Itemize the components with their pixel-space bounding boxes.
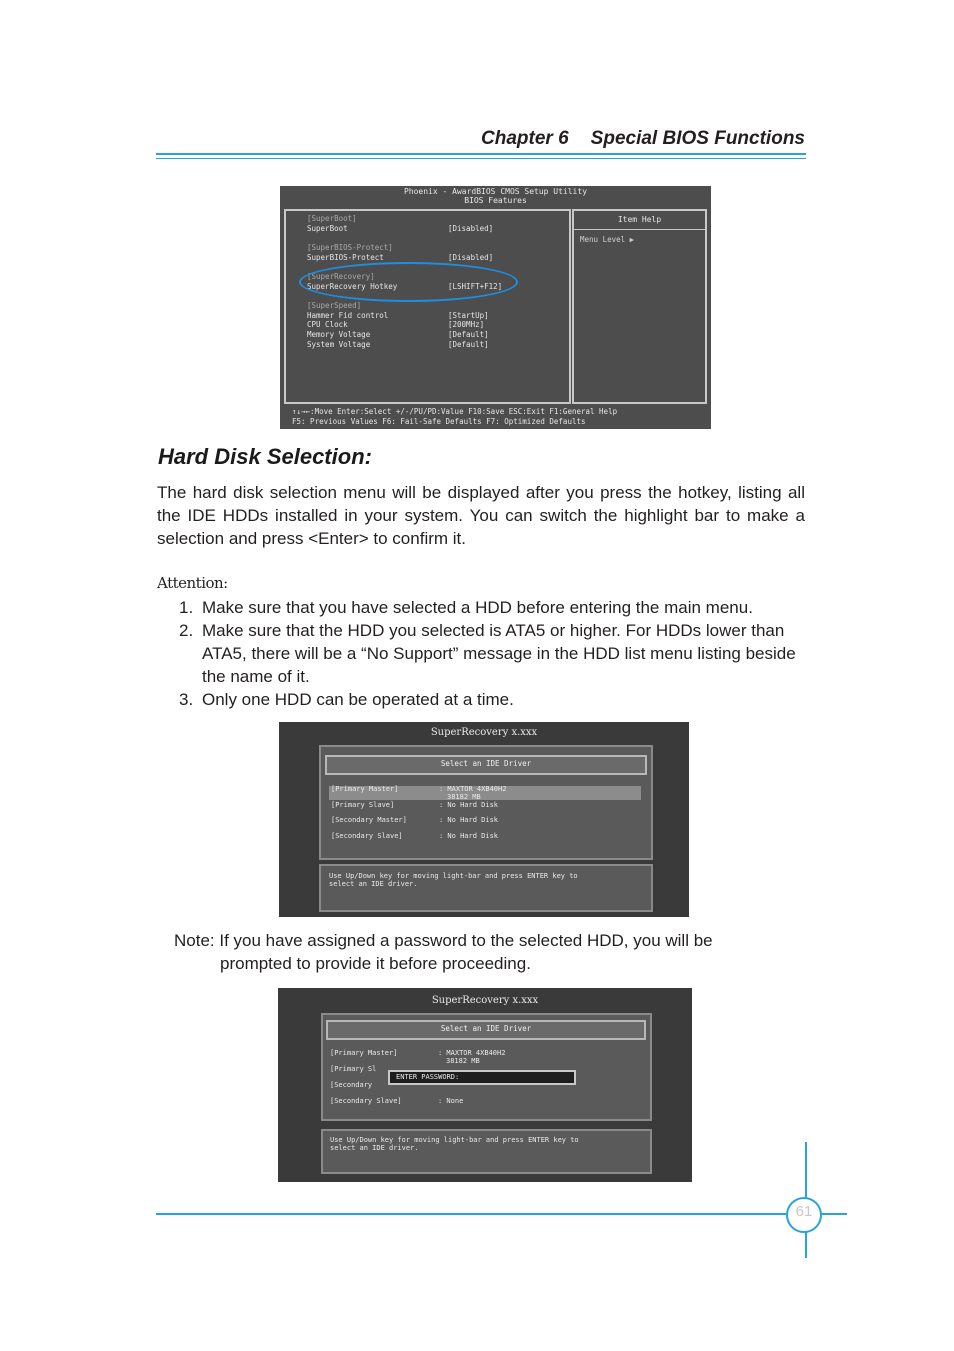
bios-row-label[interactable]: CPU Clock — [307, 320, 348, 329]
note-line: Note: If you have assigned a password to the selected HDD, you will be — [174, 931, 713, 950]
bios-row-label[interactable]: SuperBIOS-Protect — [307, 253, 384, 262]
bios-row-label[interactable]: SuperBoot — [307, 224, 348, 233]
list-text: Only one HDD can be operated at a time. — [202, 690, 514, 709]
superrecovery-password-screenshot — [278, 988, 692, 1182]
bios-help-title: Item Help — [617, 215, 662, 224]
drive-size: 38182 MB — [447, 793, 481, 801]
help-line: Use Up/Down key for moving light-bar and press ENTER key to — [329, 872, 578, 880]
bios-row-label: [SuperSpeed] — [307, 301, 362, 310]
list-text: Make sure that the HDD you selected is ATA5 or higher. For HDDs lower than ATA5, there will be a “No Support” message in the HDD list menu listing beside the name of it. — [202, 621, 796, 686]
drive-value[interactable]: : No Hard Disk — [439, 832, 499, 840]
chapter-number: Chapter 6 — [481, 128, 569, 149]
bios-row-label[interactable]: Memory Voltage — [307, 330, 371, 339]
bios-subtitle: BIOS Features — [464, 196, 527, 205]
drive-value[interactable]: : No Hard Disk — [439, 801, 499, 809]
bios-row-label: [SuperRecovery] — [307, 272, 375, 281]
drive-label[interactable]: [Secondary Slave] — [330, 1097, 402, 1105]
drive-label[interactable]: [Primary Slave] — [331, 801, 395, 809]
bios-row-value[interactable]: [Disabled] — [448, 224, 494, 233]
help-line: Use Up/Down key for moving light-bar and press ENTER key to — [330, 1136, 579, 1144]
footer-rule — [156, 1213, 847, 1215]
bios-help-divider — [574, 229, 705, 230]
drive-value[interactable]: : MAXTOR 4XB40H2 — [438, 1049, 506, 1057]
bios-title: Phoenix - AwardBIOS CMOS Setup Utility — [403, 187, 588, 196]
password-note — [174, 929, 794, 975]
drive-label[interactable]: [Secondary Master] — [331, 816, 407, 824]
note-line: prompted to provide it before proceeding. — [220, 954, 531, 973]
drive-value[interactable]: : MAXTOR 4XB40H2 — [439, 785, 507, 793]
drive-label[interactable]: [Secondary Slave] — [331, 832, 403, 840]
bios-row-label[interactable]: SuperRecovery Hotkey — [307, 282, 398, 291]
superrecovery-title: SuperRecovery x.xxx — [431, 995, 539, 1006]
help-line: select an IDE driver. — [329, 880, 418, 888]
bios-row-value[interactable]: [Default] — [448, 330, 489, 339]
bios-help-panel — [572, 209, 707, 404]
chapter-title: Special BIOS Functions — [590, 128, 805, 149]
list-number: 3. — [179, 690, 194, 709]
bios-row-value[interactable]: [200MHz] — [448, 320, 485, 329]
drive-value[interactable]: : None — [438, 1097, 464, 1105]
bios-menu-level: Menu Level ▶ — [580, 235, 635, 244]
list-number: 2. — [179, 621, 194, 640]
panel-title-bar: Select an IDE Driver — [325, 755, 647, 775]
help-line: select an IDE driver. — [330, 1144, 419, 1152]
page-number: 61 — [795, 1203, 813, 1220]
drive-label[interactable]: [Primary Sl — [330, 1065, 377, 1073]
list-item — [157, 619, 817, 688]
bios-row-value[interactable]: [LSHIFT+F12] — [448, 282, 503, 291]
drive-size: 38182 MB — [446, 1057, 480, 1065]
bios-features-screenshot — [280, 186, 711, 429]
list-number: 1. — [179, 598, 194, 617]
bios-row-label: [SuperBIOS-Protect] — [307, 243, 393, 252]
bios-footer-defaults: F5: Previous Values F6: Fail-Safe Defaults F7: Optimized Defaults — [292, 417, 586, 426]
list-text: Make sure that you have selected a HDD before entering the main menu. — [202, 598, 753, 617]
attention-list — [157, 596, 817, 711]
list-item — [157, 688, 817, 711]
drive-value[interactable]: : No Hard Disk — [439, 816, 499, 824]
intro-paragraph: The hard disk selection menu will be displayed after you press the hotkey, listing all the IDE HDDs installed in your system. You can switch the highlight bar to make a selection and press <Enter> to confirm it. — [157, 483, 805, 548]
drive-label[interactable]: [Secondary — [330, 1081, 373, 1089]
superrecovery-title: SuperRecovery x.xxx — [430, 727, 538, 738]
bios-row-label: [SuperBoot] — [307, 214, 357, 223]
panel-title-bar: Select an IDE Driver — [326, 1020, 646, 1040]
section-heading: Hard Disk Selection: — [158, 444, 372, 469]
bios-row-value[interactable]: [Disabled] — [448, 253, 494, 262]
bios-row-value[interactable]: [StartUp] — [448, 311, 489, 320]
bios-row-label[interactable]: System Voltage — [307, 340, 371, 349]
attention-label: Attention: — [157, 574, 228, 592]
superrecovery-drive-select-screenshot — [279, 722, 689, 917]
list-item — [157, 596, 817, 619]
bios-row-label[interactable]: Hammer Fid control — [307, 311, 389, 320]
drive-label[interactable]: [Primary Master] — [330, 1049, 398, 1057]
highlight-oval — [299, 262, 518, 302]
bios-footer-keys: ↑↓→←:Move Enter:Select +/-/PU/PD:Value F10:Save ESC:Exit F1:General Help — [292, 407, 618, 416]
password-input[interactable]: ENTER PASSWORD: — [388, 1070, 576, 1085]
header-rule-thin — [156, 158, 806, 159]
bios-row-value[interactable]: [Default] — [448, 340, 489, 349]
header-rule — [156, 153, 806, 155]
chapter-header — [160, 128, 805, 150]
drive-label[interactable]: [Primary Master] — [331, 785, 399, 793]
